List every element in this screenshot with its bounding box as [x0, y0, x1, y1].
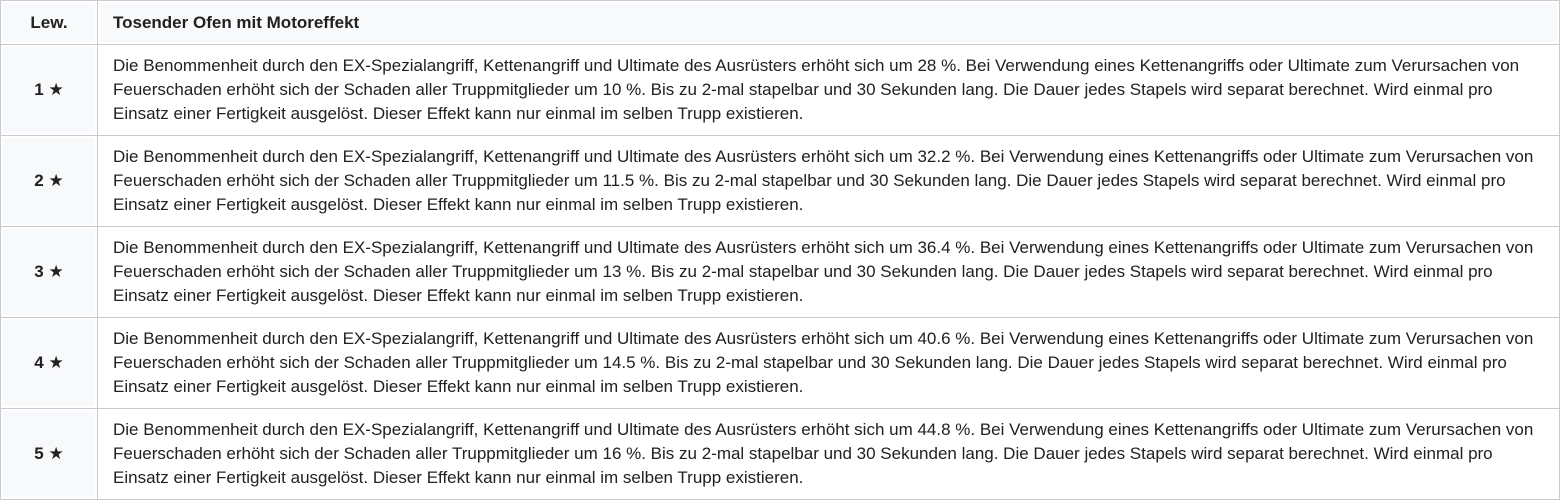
table-header: [1, 1, 1560, 45]
level-cell-1-star: 1 ★: [1, 45, 98, 136]
effect-text-level-2: Die Benommenheit durch den EX-Spezialangriff, Kettenangriff und Ultimate des Ausrüsters erhöht sich um 32.2 %. Bei Verwendung eines Kettenangriffs oder Ultimate zum Verursachen von Feuerschaden erhöht sich der Schaden aller Truppmitglieder um 11.5 %. Bis zu 2-mal stapelbar und 30 Sekunden lang. Die Dauer jedes Stapels wird separat berechnet. Wird einmal pro Einsatz einer Fertigkeit ausgelöst. Dieser Effekt kann nur einmal im selben Trupp existieren.: [98, 136, 1560, 227]
column-header-level: Lew.: [1, 1, 98, 45]
level-cell-3-star: 3 ★: [1, 227, 98, 318]
effect-text-level-4: Die Benommenheit durch den EX-Spezialangriff, Kettenangriff und Ultimate des Ausrüsters erhöht sich um 40.6 %. Bei Verwendung eines Kettenangriffs oder Ultimate zum Verursachen von Feuerschaden erhöht sich der Schaden aller Truppmitglieder um 14.5 %. Bis zu 2-mal stapelbar und 30 Sekunden lang. Die Dauer jedes Stapels wird separat berechnet. Wird einmal pro Einsatz einer Fertigkeit ausgelöst. Dieser Effekt kann nur einmal im selben Trupp existieren.: [98, 318, 1560, 409]
table-row: [1, 136, 1560, 227]
header-row: [1, 1, 1560, 45]
effect-text-level-3: Die Benommenheit durch den EX-Spezialangriff, Kettenangriff und Ultimate des Ausrüsters erhöht sich um 36.4 %. Bei Verwendung eines Kettenangriffs oder Ultimate zum Verursachen von Feuerschaden erhöht sich der Schaden aller Truppmitglieder um 13 %. Bis zu 2-mal stapelbar und 30 Sekunden lang. Die Dauer jedes Stapels wird separat berechnet. Wird einmal pro Einsatz einer Fertigkeit ausgelöst. Dieser Effekt kann nur einmal im selben Trupp existieren.: [98, 227, 1560, 318]
effect-text-level-1: Die Benommenheit durch den EX-Spezialangriff, Kettenangriff und Ultimate des Ausrüsters erhöht sich um 28 %. Bei Verwendung eines Kettenangriffs oder Ultimate zum Verursachen von Feuerschaden erhöht sich der Schaden aller Truppmitglieder um 10 %. Bis zu 2-mal stapelbar und 30 Sekunden lang. Die Dauer jedes Stapels wird separat berechnet. Wird einmal pro Einsatz einer Fertigkeit ausgelöst. Dieser Effekt kann nur einmal im selben Trupp existieren.: [98, 45, 1560, 136]
table-row: [1, 227, 1560, 318]
table-row: [1, 318, 1560, 409]
column-header-item-title: Tosender Ofen mit Motoreffekt: [98, 1, 1560, 45]
table-row: [1, 45, 1560, 136]
table-row: [1, 409, 1560, 500]
effect-text-level-5: Die Benommenheit durch den EX-Spezialangriff, Kettenangriff und Ultimate des Ausrüsters erhöht sich um 44.8 %. Bei Verwendung eines Kettenangriffs oder Ultimate zum Verursachen von Feuerschaden erhöht sich der Schaden aller Truppmitglieder um 16 %. Bis zu 2-mal stapelbar und 30 Sekunden lang. Die Dauer jedes Stapels wird separat berechnet. Wird einmal pro Einsatz einer Fertigkeit ausgelöst. Dieser Effekt kann nur einmal im selben Trupp existieren.: [98, 409, 1560, 500]
level-cell-5-star: 5 ★: [1, 409, 98, 500]
level-cell-2-star: 2 ★: [1, 136, 98, 227]
table-body: [1, 45, 1560, 500]
level-cell-4-star: 4 ★: [1, 318, 98, 409]
